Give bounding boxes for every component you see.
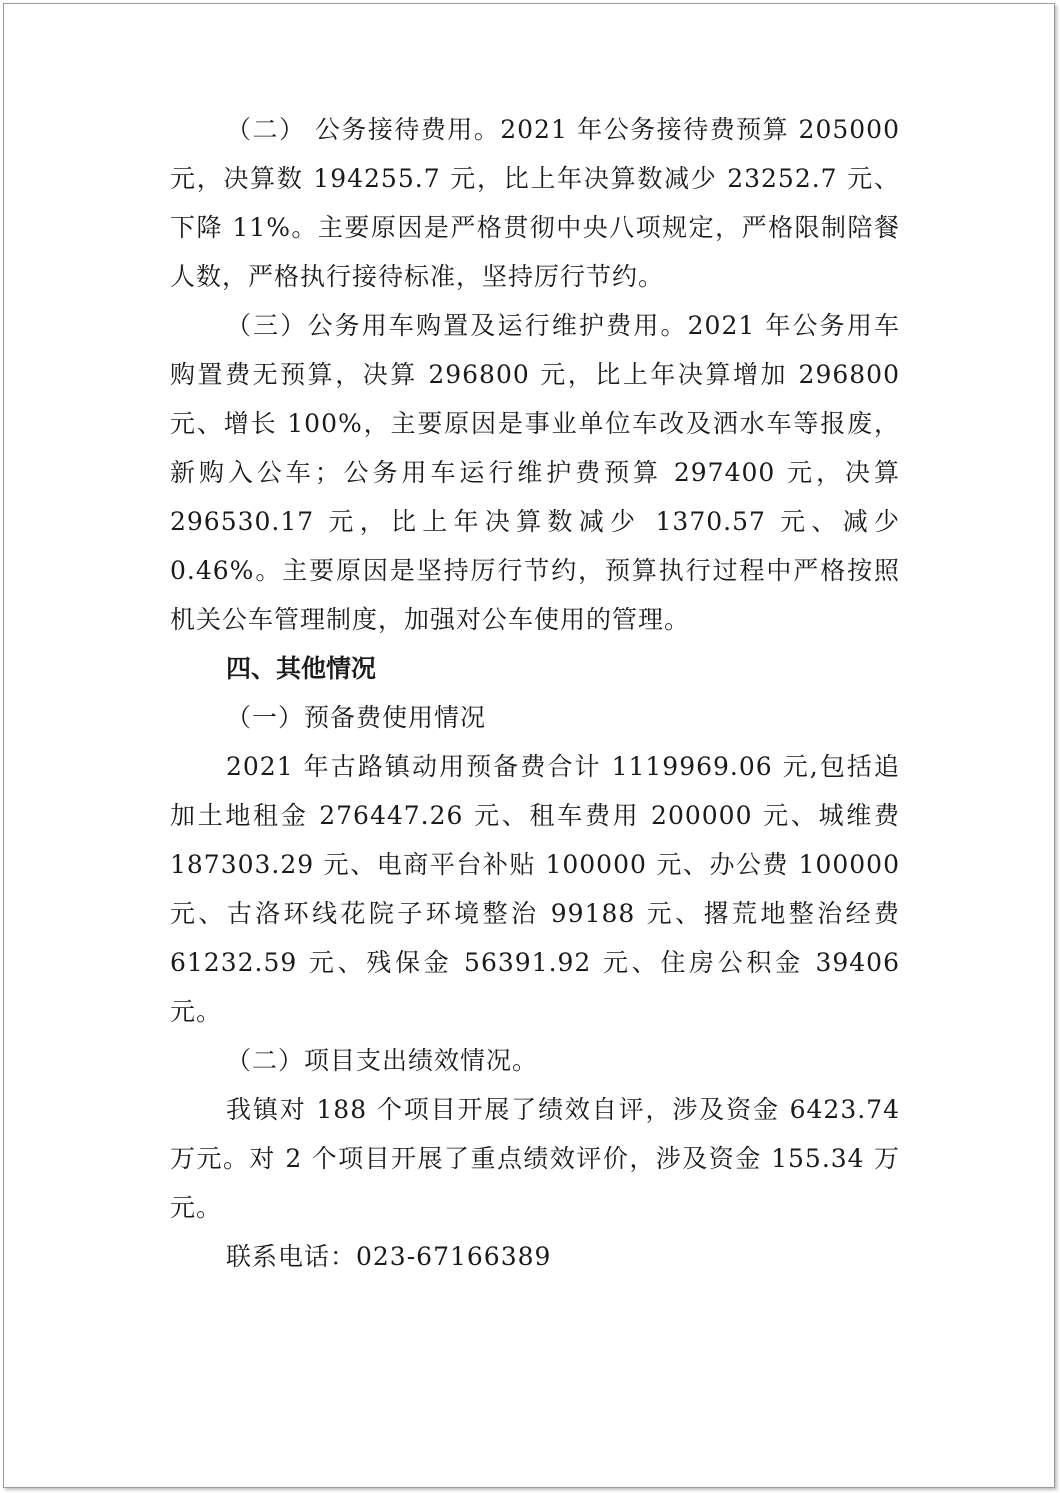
paragraph-performance: 我镇对 188 个项目开展了绩效自评，涉及资金 6423.74 万元。对 2 个项目开展了重点绩效评价，涉及资金 155.34 万元。 bbox=[170, 1095, 900, 1222]
contact-phone: 联系电话：023-67166389 bbox=[226, 1242, 552, 1271]
document-page bbox=[3, 3, 1055, 1488]
paragraph-reserve-fund: 2021 年古路镇动用预备费合计 1119969.06 元,包括追加土地租金 276447.26 元、租车费用 200000 元、城维费 187303.29 元、电商平台补贴 100000 元、办公费 100000 元、古洛环线花院子环境整治 99188 元、撂荒地整治经费 61232.59 元、残保金 56391.92 元、住房公积金 39406 元。 bbox=[170, 752, 900, 1026]
document-body bbox=[170, 105, 900, 1281]
paragraph-vehicle-expenses: （三）公务用车购置及运行维护费用。2021 年公务用车购置费无预算，决算 296800 元，比上年决算增加 296800 元、增长 100%，主要原因是事业单位车改及洒水车等报废，新购入公车；公务用车运行维护费预算 297400 元，决算 296530.17 元，比上年决算数减少 1370.57 元、减少 0.46%。主要原因是坚持厉行节约，预算执行过程中严格按照机关公车管理制度，加强对公车使用的管理。 bbox=[170, 311, 900, 634]
subheading-reserve-fund: （一）预备费使用情况 bbox=[226, 703, 487, 732]
paragraph-reception-expenses: （二） 公务接待费用。2021 年公务接待费预算 205000 元，决算数 194255.7 元，比上年决算数减少 23252.7 元、下降 11%。主要原因是严格贯彻中央八项规定，严格限制陪餐人数，严格执行接待标准，坚持厉行节约。 bbox=[170, 115, 900, 291]
subheading-performance: （二）项目支出绩效情况。 bbox=[226, 1046, 539, 1075]
section-heading-other: 四、其他情况 bbox=[226, 654, 377, 683]
